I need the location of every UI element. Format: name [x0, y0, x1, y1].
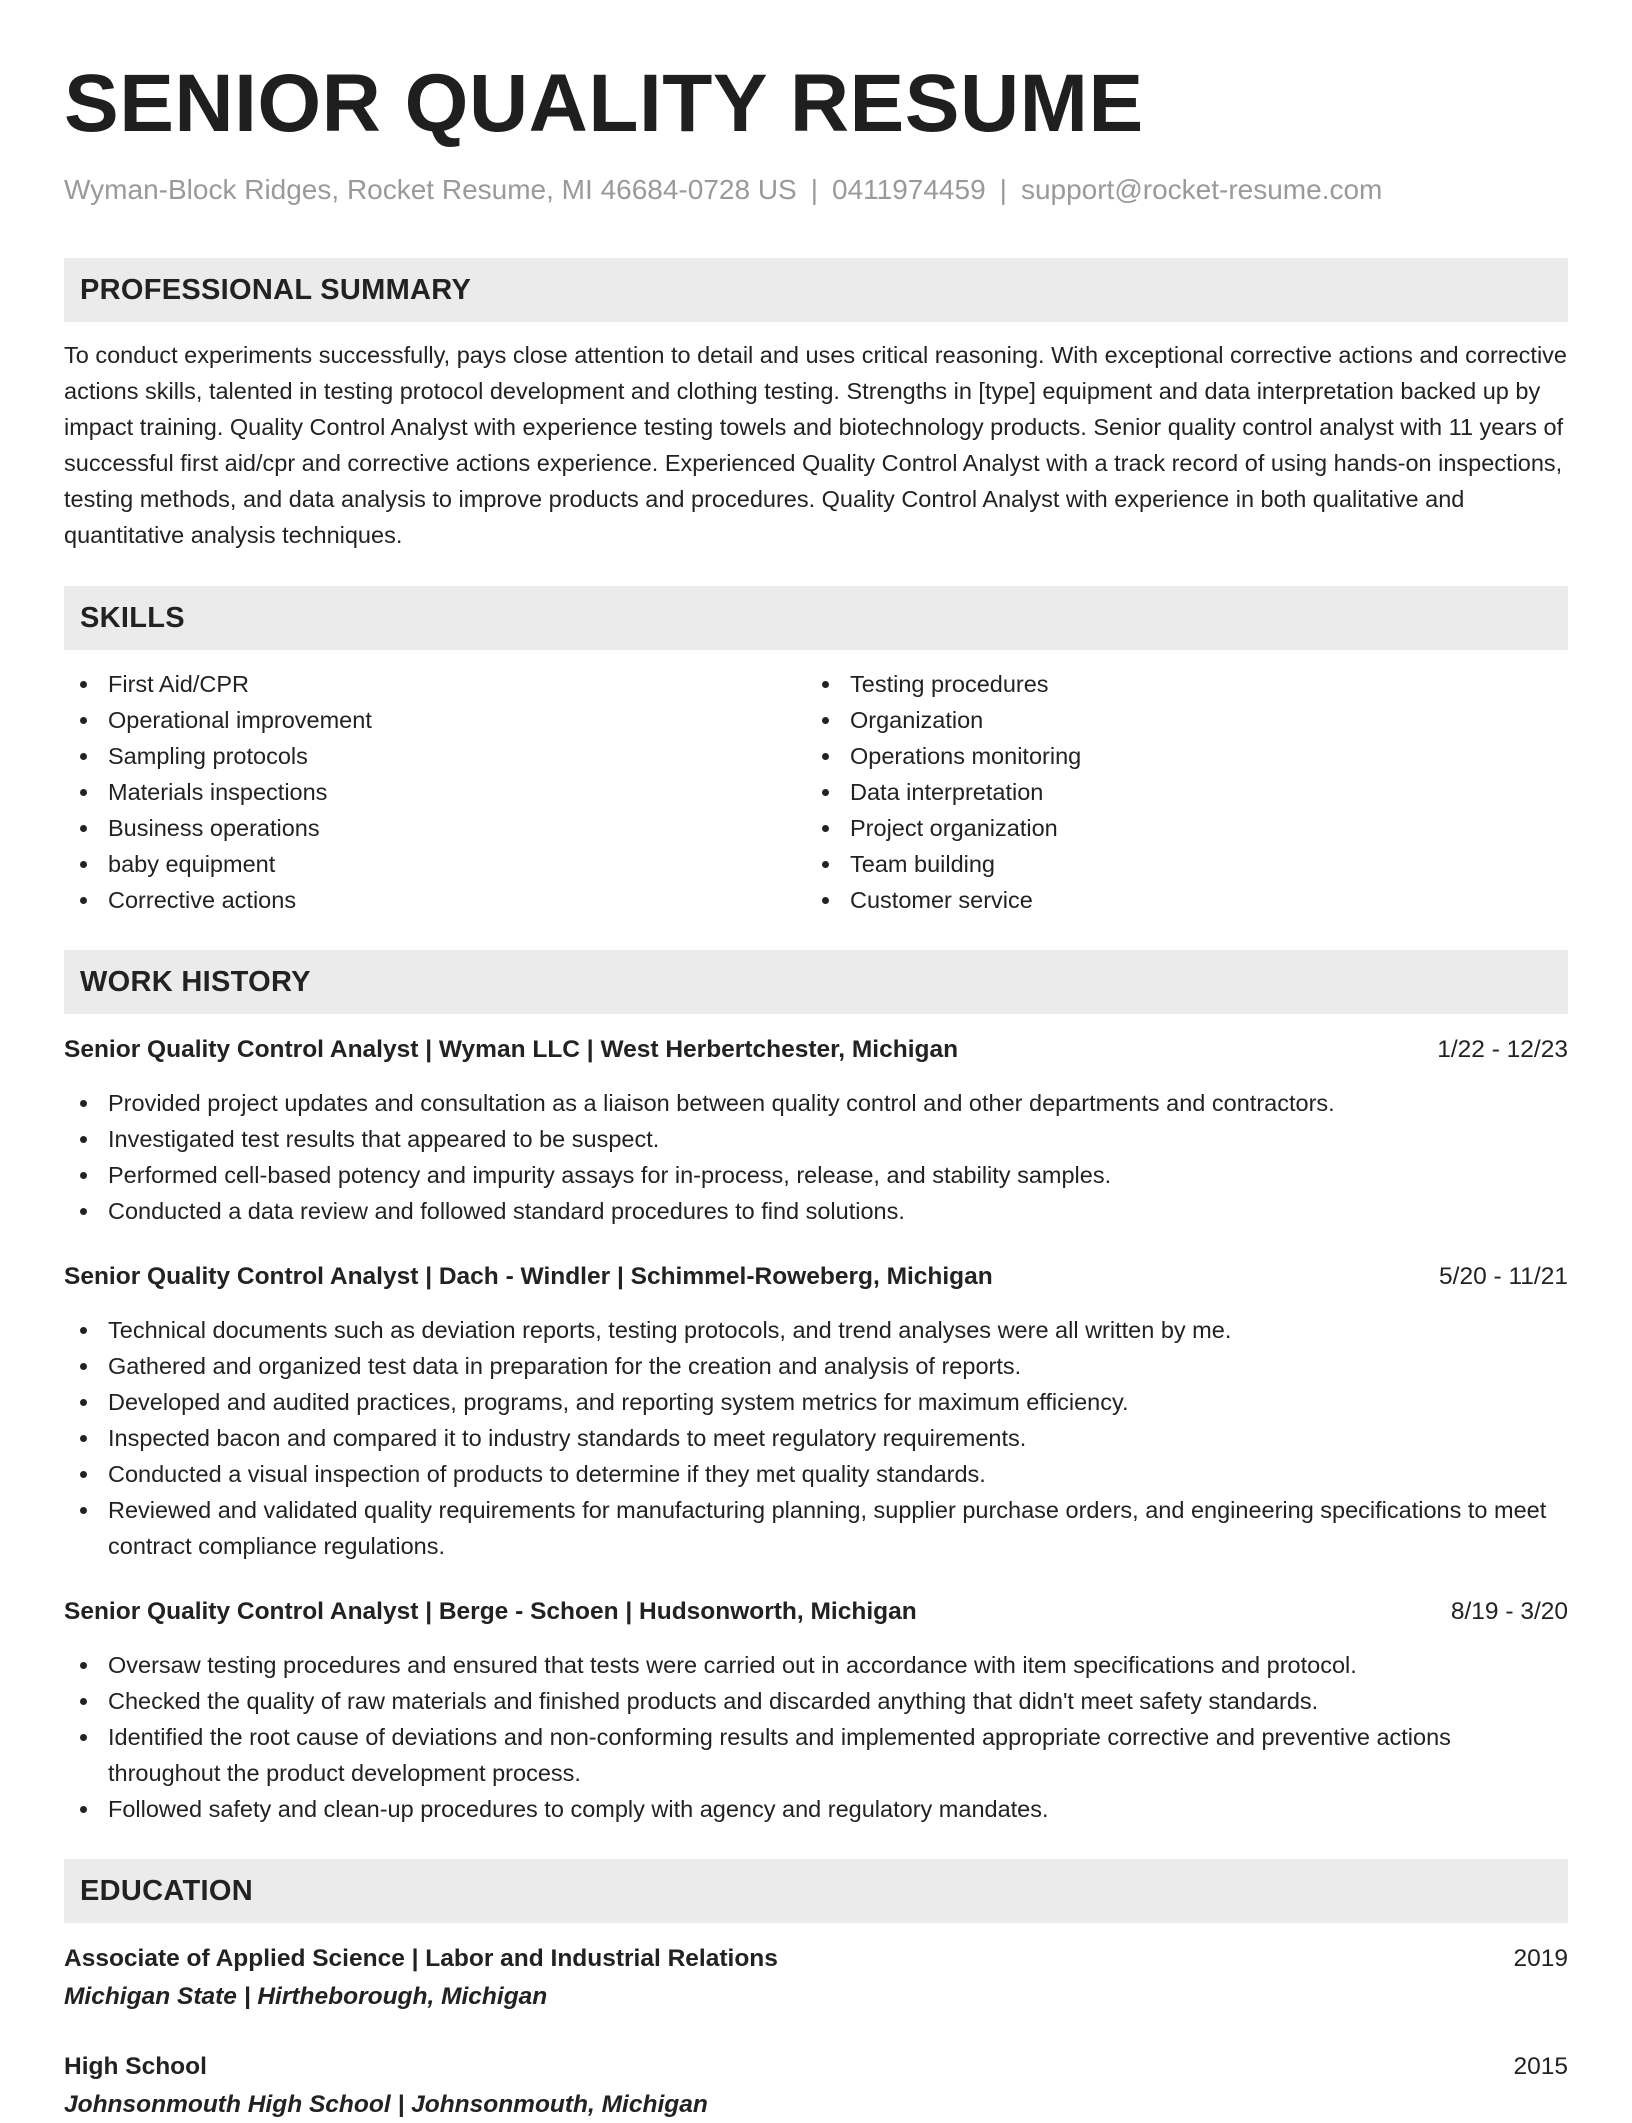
job-entry	[64, 1259, 1568, 1564]
contact-separator: |	[810, 174, 818, 205]
job-header	[64, 1259, 1568, 1295]
job-bullet: Conducted a data review and followed standard procedures to find solutions.	[64, 1193, 1568, 1229]
education-year: 2015	[1513, 2053, 1568, 2080]
job-title: Senior Quality Control Analyst | Berge - Schoen | Hudsonworth, Michigan	[64, 1598, 917, 1625]
job-dates: 1/22 - 12/23	[1437, 1036, 1568, 1063]
skill-item: Testing procedures	[806, 666, 1548, 702]
job-entry	[64, 1032, 1568, 1229]
job-bullet: Identified the root cause of deviations and non-conforming results and implemented appropriate corrective and preventive actions throughout the product development process.	[64, 1719, 1568, 1791]
job-bullet: Performed cell-based potency and impurity assays for in-process, release, and stability samples.	[64, 1157, 1568, 1193]
skill-item: Project organization	[806, 810, 1548, 846]
skill-item: Customer service	[806, 882, 1548, 918]
job-bullet: Investigated test results that appeared to be suspect.	[64, 1121, 1568, 1157]
job-bullet: Developed and audited practices, programs, and reporting system metrics for maximum efficiency.	[64, 1384, 1568, 1420]
resume-title: SENIOR QUALITY RESUME	[64, 58, 1144, 149]
skill-item: Operational improvement	[64, 702, 806, 738]
skill-item: Operations monitoring	[806, 738, 1548, 774]
skills-list-right	[806, 666, 1548, 918]
skill-item: First Aid/CPR	[64, 666, 806, 702]
skill-item: baby equipment	[64, 846, 806, 882]
education-degree: Associate of Applied Science | Labor and Industrial Relations	[64, 1945, 778, 1972]
skill-item: Sampling protocols	[64, 738, 806, 774]
skills-column-right	[806, 666, 1548, 918]
education-degree: High School	[64, 2053, 207, 2080]
summary-heading: PROFESSIONAL SUMMARY	[64, 258, 1568, 322]
job-bullets	[64, 1085, 1568, 1229]
job-entry	[64, 1594, 1568, 1827]
job-bullet: Inspected bacon and compared it to industry standards to meet regulatory requirements.	[64, 1420, 1568, 1456]
skill-item: Organization	[806, 702, 1548, 738]
job-dates: 5/20 - 11/21	[1439, 1263, 1568, 1290]
job-bullet: Followed safety and clean-up procedures to comply with agency and regulatory mandates.	[64, 1791, 1568, 1827]
skill-item: Team building	[806, 846, 1548, 882]
job-bullet: Technical documents such as deviation reports, testing protocols, and trend analyses were all written by me.	[64, 1312, 1568, 1348]
skills-heading: SKILLS	[64, 586, 1568, 650]
skill-item: Corrective actions	[64, 882, 806, 918]
skill-item: Data interpretation	[806, 774, 1548, 810]
job-title: Senior Quality Control Analyst | Dach - Windler | Schimmel-Roweberg, Michigan	[64, 1263, 993, 1290]
job-bullet: Checked the quality of raw materials and finished products and discarded anything that didn't meet safety standards.	[64, 1683, 1568, 1719]
contact-email: support@rocket-resume.com	[1020, 174, 1383, 205]
job-header	[64, 1032, 1568, 1068]
job-bullets	[64, 1312, 1568, 1564]
summary-text: To conduct experiments successfully, pays close attention to detail and uses critical reasoning. With exceptional corrective actions and corrective actions skills, talented in testing protocol development and clothing testing. Strengths in [type] equipment and data interpretation backed up by impact training. Quality Control Analyst with experience testing towels and biotechnology products. Senior quality control analyst with 11 years of successful first aid/cpr and corrective actions experience. Experienced Quality Control Analyst with a track record of using hands-on inspections, testing methods, and data analysis to improve products and procedures. Quality Control Analyst with experience in both qualitative and quantitative analysis techniques.	[64, 342, 1568, 548]
work-history-heading: WORK HISTORY	[64, 950, 1568, 1014]
contact-line	[64, 172, 1568, 208]
education-heading: EDUCATION	[64, 1859, 1568, 1923]
job-bullets	[64, 1647, 1568, 1827]
education-school: Johnsonmouth High School | Johnsonmouth, Michigan	[64, 2091, 708, 2118]
contact-address: Wyman-Block Ridges, Rocket Resume, MI 46684-0728 US	[64, 174, 797, 205]
resume-page	[64, 56, 1568, 2123]
skills-list-left	[64, 666, 806, 918]
job-bullet: Provided project updates and consultation as a liaison between quality control and other departments and contractors.	[64, 1085, 1568, 1121]
education-entry	[64, 1941, 1568, 2015]
job-header	[64, 1594, 1568, 1630]
education-header	[64, 2049, 1568, 2085]
education-year: 2019	[1513, 1945, 1568, 1972]
contact-separator: |	[999, 174, 1007, 205]
skill-item: Materials inspections	[64, 774, 806, 810]
skills-columns	[64, 666, 1568, 918]
job-dates: 8/19 - 3/20	[1450, 1598, 1568, 1625]
contact-phone: 0411974459	[832, 174, 986, 205]
education-school: Michigan State | Hirtheborough, Michigan	[64, 1983, 548, 2010]
job-bullet: Oversaw testing procedures and ensured that tests were carried out in accordance with item specifications and protocol.	[64, 1647, 1568, 1683]
education-header	[64, 1941, 1568, 1977]
skills-column-left	[64, 666, 806, 918]
job-bullet: Gathered and organized test data in preparation for the creation and analysis of reports.	[64, 1348, 1568, 1384]
skill-item: Business operations	[64, 810, 806, 846]
job-bullet: Conducted a visual inspection of products to determine if they met quality standards.	[64, 1456, 1568, 1492]
job-bullet: Reviewed and validated quality requirements for manufacturing planning, supplier purchase orders, and engineering specifications to meet contract compliance regulations.	[64, 1492, 1568, 1564]
job-title: Senior Quality Control Analyst | Wyman LLC | West Herbertchester, Michigan	[64, 1036, 959, 1063]
